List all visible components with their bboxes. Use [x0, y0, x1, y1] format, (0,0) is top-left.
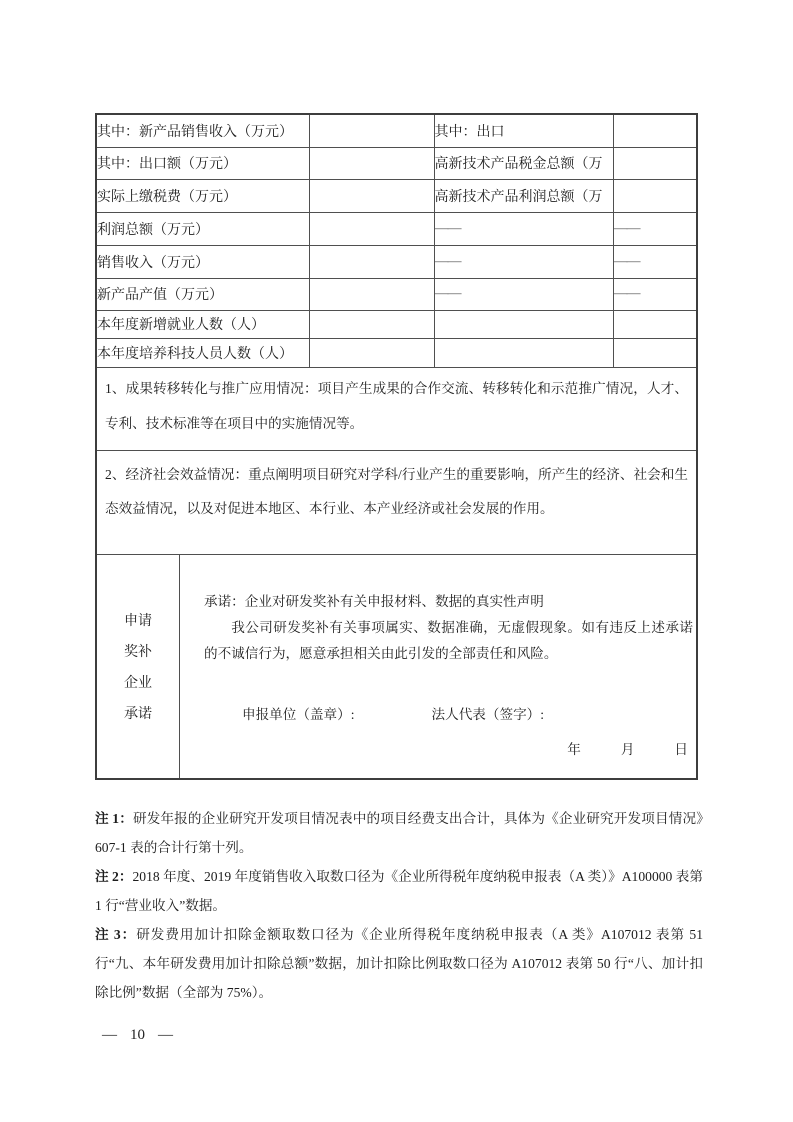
footnote-label: 注 1： — [95, 811, 133, 826]
table-row — [97, 245, 696, 278]
signature-line — [242, 703, 544, 723]
footnote-text: 研发年报的企业研究开发项目情况表中的项目经费支出合计，具体为《企业研究开发项目情况》607-1 表的合计行第十列。 — [95, 811, 703, 855]
na-dash: —— — [434, 245, 613, 278]
row-label: 其中：出口额（万元） — [97, 147, 309, 179]
value-cell — [309, 115, 434, 147]
date-line — [567, 738, 688, 758]
footnote-text: 2018 年度、2019 年度销售收入取数口径为《企业所得税年度纳税申报表（A 类）》A100000 表第 1 行“营业收入”数据。 — [95, 869, 703, 913]
value-cell — [434, 310, 613, 338]
table-row — [97, 179, 696, 212]
footnote-label: 注 3： — [95, 927, 137, 942]
value-cell — [309, 310, 434, 338]
row-label: 高新技术产品利润总额（万 — [434, 179, 613, 212]
value-cell — [309, 338, 434, 367]
na-dash: —— — [434, 278, 613, 310]
na-dash: —— — [613, 245, 696, 278]
row-label: 其中：出口 — [434, 115, 613, 147]
row-label: 其中：新产品销售收入（万元） — [97, 115, 309, 147]
value-cell — [613, 338, 696, 367]
footnote-label: 注 2： — [95, 869, 133, 884]
value-cell — [309, 212, 434, 245]
form-table — [95, 113, 698, 780]
footer-dash-right: — — [158, 1027, 173, 1043]
indicator-table — [97, 115, 696, 368]
table-row — [97, 212, 696, 245]
footnote-text: 研发费用加计扣除金额取数口径为《企业所得税年度纳税申报表（A 类》A107012 表第 51 行“九、本年研发费用加计扣除总额”数据，加计扣除比例取数口径为 A107012 表第 50 行“八、加计扣除比例”数据（全部为 75%）。 — [95, 927, 704, 1000]
value-cell — [613, 310, 696, 338]
month-label: 月 — [620, 741, 635, 757]
row-label: 本年度培养科技人员人数（人） — [97, 338, 309, 367]
footer-dash-left: — — [102, 1027, 117, 1043]
table-row — [97, 338, 696, 367]
footnote — [95, 862, 703, 920]
commitment-section — [97, 555, 696, 779]
commitment-statement: 我公司研发奖补有关事项属实、数据准确，无虚假现象。如有违反上述承诺的不诚信行为，愿意承担相关由此引发的全部责任和风险。 — [204, 619, 693, 661]
row-label: 实际上缴税费（万元） — [97, 179, 309, 212]
side-label-line: 奖补 — [124, 644, 152, 660]
page-number: 10 — [130, 1027, 145, 1043]
value-cell — [309, 245, 434, 278]
value-cell — [613, 179, 696, 212]
value-cell — [309, 147, 434, 179]
year-label: 年 — [567, 741, 581, 757]
commitment-title: 承诺：企业对研发奖补有关申报材料、数据的真实性声明 — [204, 593, 544, 609]
value-cell — [434, 338, 613, 367]
row-label: 本年度新增就业人数（人） — [97, 310, 309, 338]
side-label-line: 企业 — [124, 675, 152, 691]
row-label: 新产品产值（万元） — [97, 278, 309, 310]
row-label: 高新技术产品税金总额（万 — [434, 147, 613, 179]
row-label: 销售收入（万元） — [97, 245, 309, 278]
value-cell — [309, 278, 434, 310]
na-dash: —— — [613, 212, 696, 245]
page-footer — [102, 1027, 173, 1044]
value-cell — [613, 147, 696, 179]
side-label-line: 申请 — [124, 613, 152, 629]
side-label-line: 承诺 — [124, 706, 152, 722]
commitment-text — [204, 589, 693, 667]
commitment-body-cell — [180, 555, 696, 779]
section-1-paragraph: 1、成果转移转化与推广应用情况：项目产生成果的合作交流、转移转化和示范推广情况，人才、专利、技术标准等在项目中的实施情况等。 — [97, 368, 696, 451]
value-cell — [613, 115, 696, 147]
day-label: 日 — [674, 741, 688, 757]
table-row — [97, 115, 696, 147]
table-row — [97, 147, 696, 179]
commitment-side-label — [97, 555, 180, 779]
footnote — [95, 920, 703, 1007]
footnote — [95, 804, 703, 862]
table-row — [97, 310, 696, 338]
value-cell — [309, 179, 434, 212]
legal-representative-label: 法人代表（签字）: — [431, 706, 545, 722]
seal-label: 申报单位（盖章）: — [242, 706, 355, 722]
section-2-paragraph: 2、经济社会效益情况：重点阐明项目研究对学科/行业产生的重要影响，所产生的经济、社会和生态效益情况，以及对促进本地区、本行业、本产业经济或社会发展的作用。 — [97, 451, 696, 555]
table-row — [97, 278, 696, 310]
na-dash: —— — [434, 212, 613, 245]
footnotes — [95, 804, 703, 1007]
na-dash: —— — [613, 278, 696, 310]
row-label: 利润总额（万元） — [97, 212, 309, 245]
